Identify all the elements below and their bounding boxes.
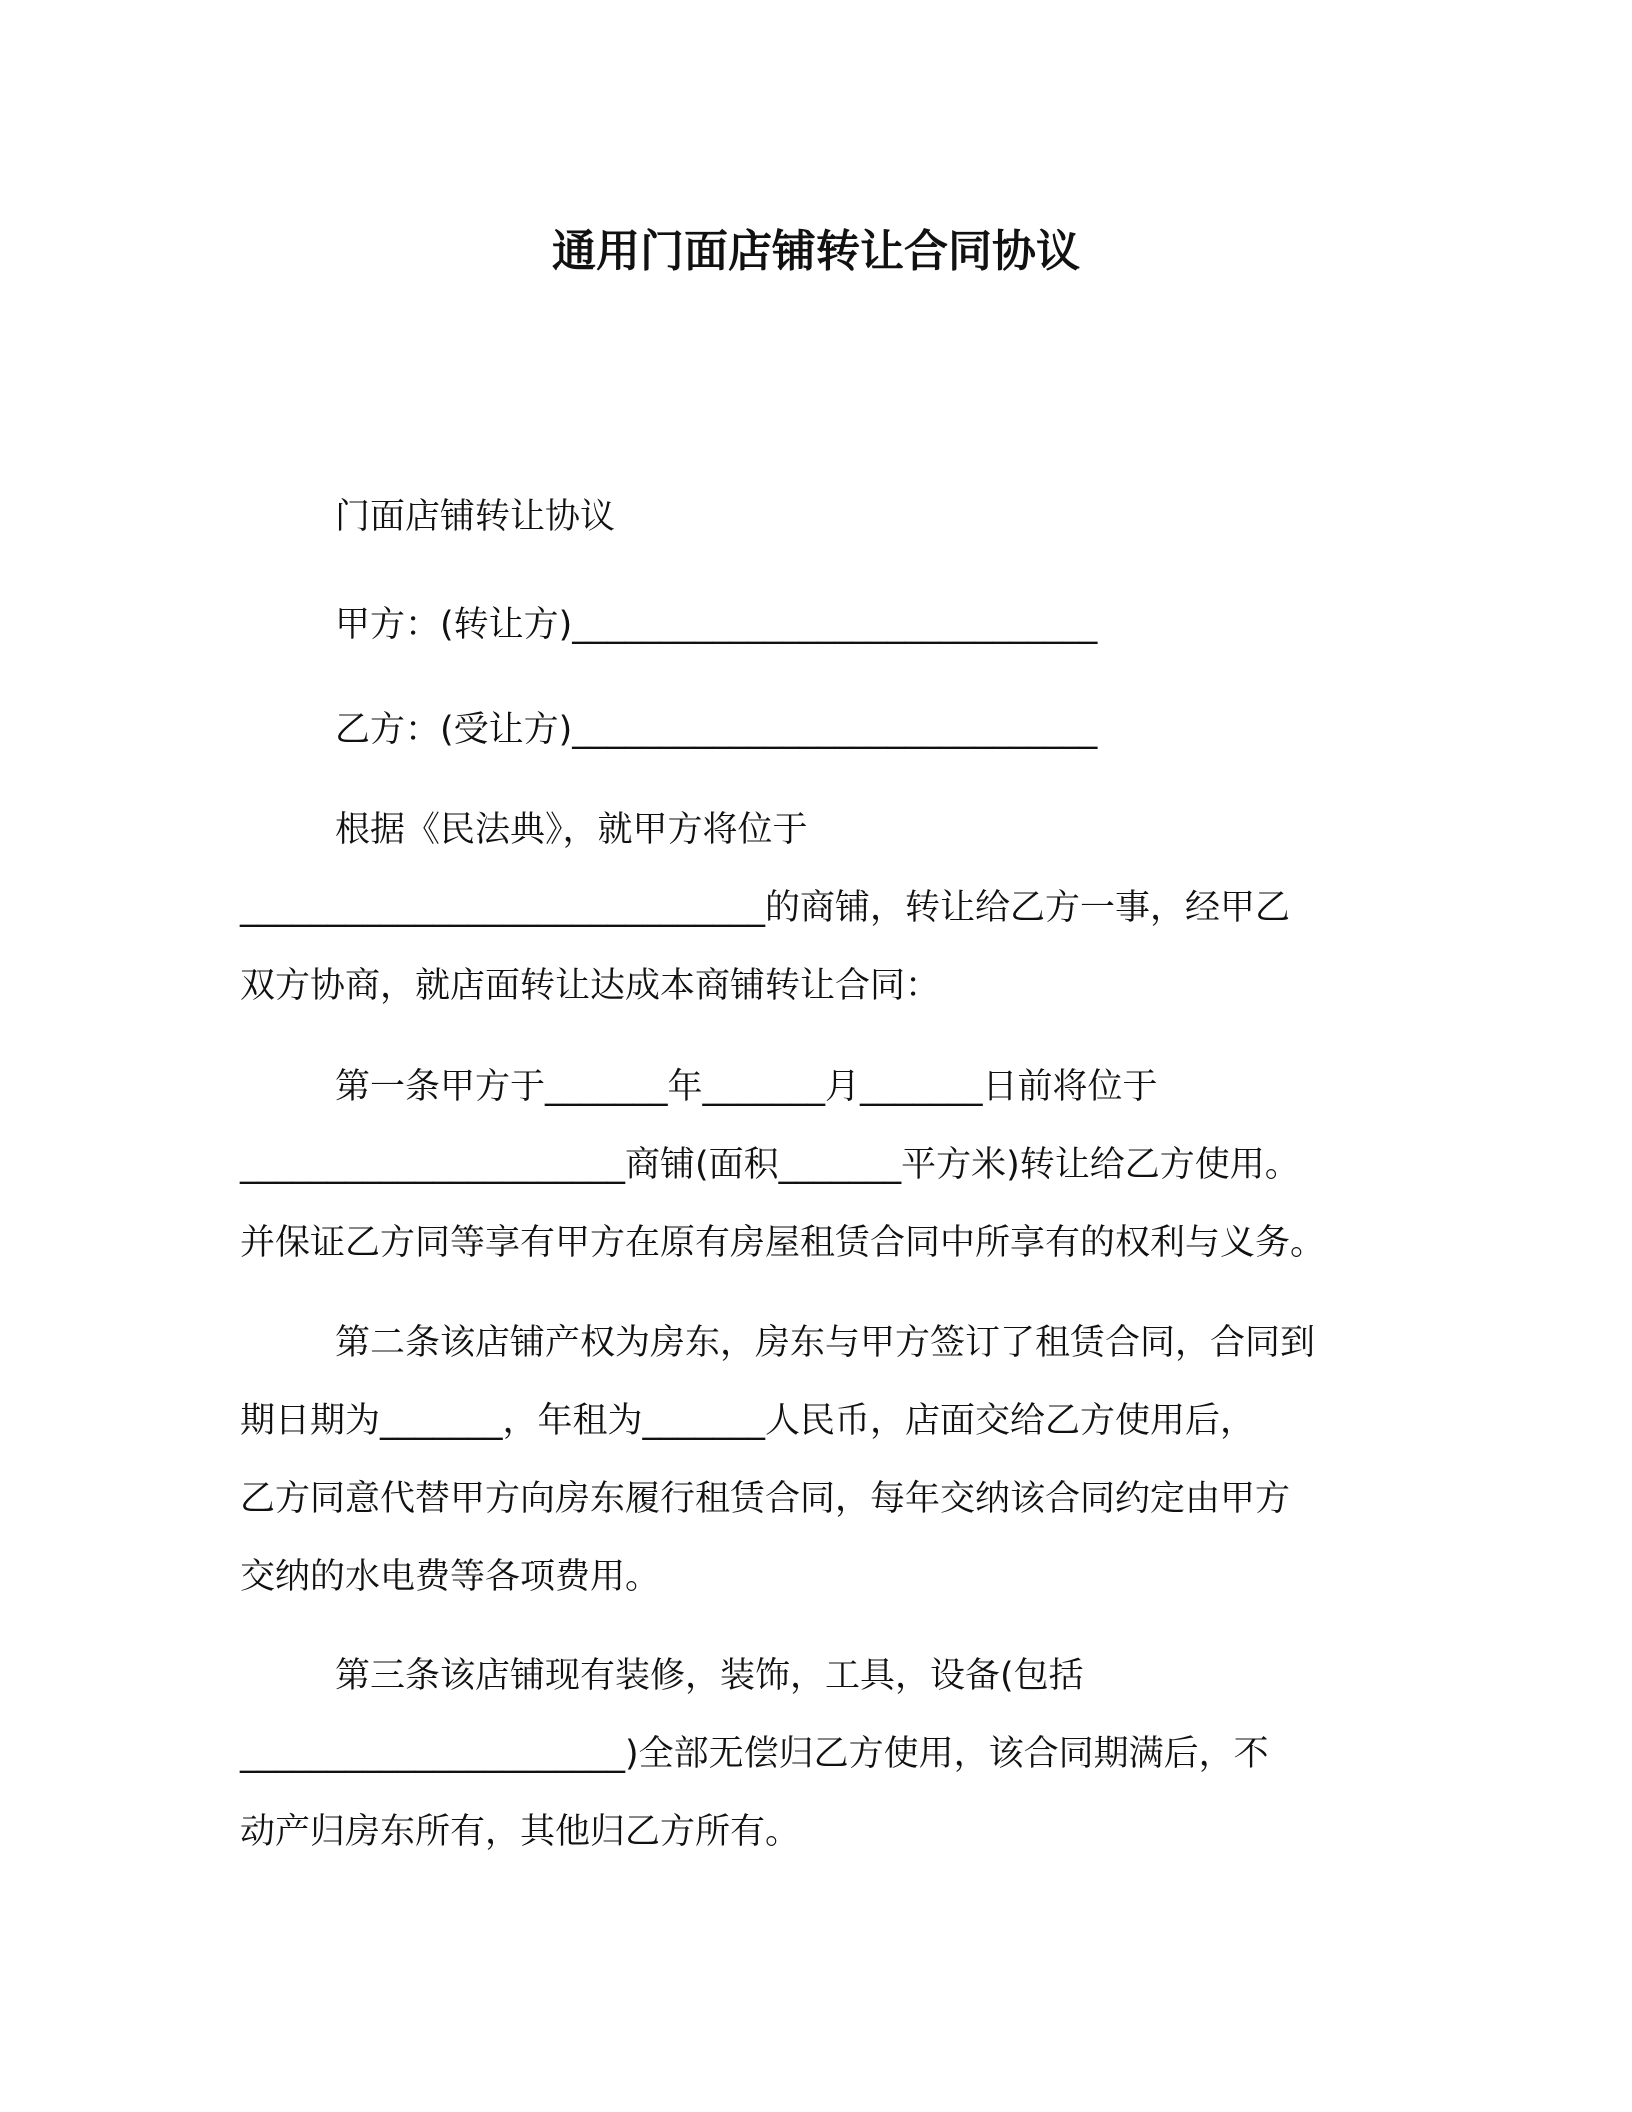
article-2-line-3: 乙方同意代替甲方向房东履行租赁合同，每年交纳该合同约定由甲方 — [240, 1479, 1291, 1519]
intro-line-1: 根据《民法典》，就甲方将位于 — [335, 810, 808, 850]
party-a-line: 甲方：(转让方)______________________________ — [335, 605, 1098, 645]
party-b-line: 乙方：(受让方)______________________________ — [335, 710, 1098, 750]
article-3-line-2: ______________________)全部无偿归乙方使用，该合同期满后，不 — [240, 1734, 1269, 1774]
article-3-line-3: 动产归房东所有，其他归乙方所有。 — [240, 1812, 801, 1852]
article-2-line-4: 交纳的水电费等各项费用。 — [240, 1557, 661, 1597]
article-2-line-2: 期日期为_______，年租为_______人民币，店面交给乙方使用后， — [240, 1401, 1256, 1441]
intro-line-2: ______________________________的商铺，转让给乙方一事，经甲乙 — [240, 888, 1291, 928]
article-3-line-1: 第三条该店铺现有装修，装饰，工具，设备(包括 — [335, 1656, 1084, 1696]
article-2-line-1: 第二条该店铺产权为房东，房东与甲方签订了租赁合同，合同到 — [335, 1323, 1316, 1363]
article-1-line-2: ______________________商铺(面积_______平方米)转让给乙方使用。 — [240, 1145, 1300, 1185]
intro-line-3: 双方协商，就店面转让达成本商铺转让合同： — [240, 966, 941, 1006]
document-title: 通用门面店铺转让合同协议 — [552, 226, 1080, 277]
article-1-line-3: 并保证乙方同等享有甲方在原有房屋租赁合同中所享有的权利与义务。 — [240, 1223, 1326, 1263]
subtitle: 门面店铺转让协议 — [335, 497, 616, 537]
article-1-line-1: 第一条甲方于_______年_______月_______日前将位于 — [335, 1067, 1158, 1107]
